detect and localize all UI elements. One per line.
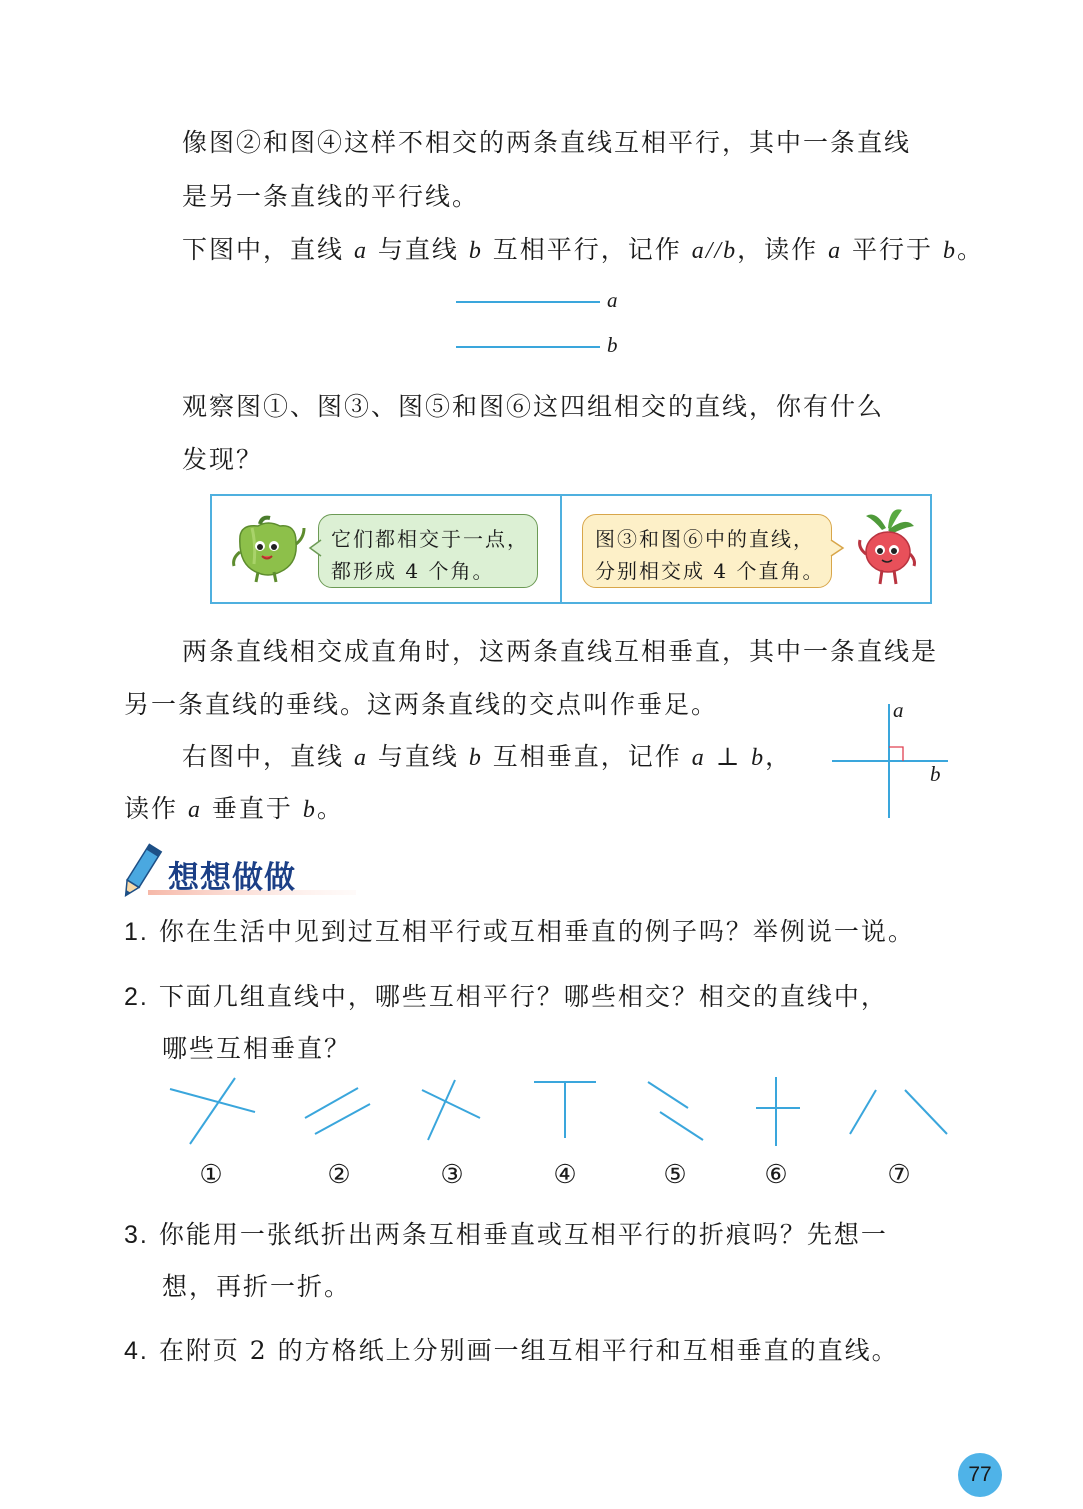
parallel-notation: a//b — [691, 238, 738, 264]
dialog-divider — [560, 496, 562, 602]
perp-line-1: 两条直线相交成直角时，这两条直线互相垂直，其中一条直线是 — [182, 637, 939, 666]
right-bubble-line-1: 图③和图⑥中的直线， — [595, 527, 815, 551]
dialog-box — [210, 494, 932, 604]
section-title: 想想做做 — [168, 860, 296, 896]
exercise-2-text-1: 下面几组直线中，哪些互相平行？哪些相交？相交的直线中， — [158, 982, 888, 1011]
right-bubble-tail — [830, 538, 846, 558]
perp-line-3: 右图中，直线 a 与直线 b 互相垂直，记作 a ⊥ b， — [182, 742, 793, 771]
figure-2-lines — [305, 1088, 370, 1134]
exercise-3-text-2: 想，再折一折。 — [162, 1272, 352, 1301]
parallel-lines-diagram — [450, 285, 630, 360]
exercise-1 — [124, 915, 915, 949]
exercise-4 — [124, 1334, 899, 1368]
left-bubble-tail — [308, 538, 322, 558]
figure-label-4: ④ — [553, 1160, 577, 1190]
left-bubble-line-1: 它们都相交于一点， — [331, 527, 529, 551]
exercise-1-text: 你在生活中见到过互相平行或互相垂直的例子吗？举例说一说。 — [158, 917, 915, 946]
figure-label-5: ⑤ — [663, 1160, 687, 1190]
intro-line-2: 是另一条直线的平行线。 — [182, 182, 480, 211]
observe-line-2: 发现？ — [182, 445, 264, 474]
figure-6-lines — [756, 1077, 800, 1146]
radish-character-icon — [852, 506, 922, 594]
line-pairs-figure — [160, 1072, 960, 1152]
exercise-2-number: 2. — [124, 983, 149, 1011]
figure-3-lines — [422, 1080, 480, 1140]
figure-5-lines — [648, 1082, 703, 1140]
figure-label-7: ⑦ — [887, 1160, 911, 1190]
intro-line-1: 像图②和图④这样不相交的两条直线互相平行，其中一条直线 — [182, 128, 912, 157]
parallel-definition: 下图中，直线 a 与直线 b 互相平行，记作 a//b，读作 a 平行于 b。 — [182, 235, 984, 264]
parallel-label-b: b — [607, 333, 618, 357]
figure-4-lines — [534, 1082, 596, 1138]
figure-label-3: ③ — [440, 1160, 464, 1190]
right-angle-mark — [889, 747, 903, 761]
figure-1-lines — [170, 1078, 255, 1144]
right-speech-bubble — [582, 514, 832, 588]
exercise-3 — [124, 1218, 888, 1252]
exercise-4-number: 4. — [124, 1337, 149, 1365]
figure-7-lines — [850, 1090, 947, 1134]
parallel-label-a: a — [607, 288, 618, 312]
green-pepper-character-icon — [230, 514, 310, 584]
observe-line-1: 观察图①、图③、图⑤和图⑥这四组相交的直线，你有什么 — [182, 392, 885, 421]
exercise-2-text-2: 哪些互相垂直？ — [162, 1034, 352, 1063]
perp-line-2: 另一条直线的垂线。这两条直线的交点叫作垂足。 — [124, 690, 719, 719]
exercise-1-number: 1. — [124, 918, 149, 946]
perp-diagram-label-b: b — [930, 762, 941, 786]
perp-line-4: 读作 a 垂直于 b。 — [124, 794, 344, 823]
figure-label-1: ① — [199, 1160, 223, 1190]
page-number: 77 — [958, 1453, 1002, 1497]
figure-label-6: ⑥ — [764, 1160, 788, 1190]
right-bubble-line-2: 分别相交成 4 个直角。 — [595, 559, 825, 583]
exercise-2 — [124, 980, 888, 1014]
left-speech-bubble — [318, 514, 538, 588]
exercise-3-number: 3. — [124, 1221, 149, 1249]
exercise-4-text: 在附页 2 的方格纸上分别画一组互相平行和互相垂直的直线。 — [158, 1336, 899, 1365]
perpendicular-lines-diagram — [826, 700, 956, 822]
left-bubble-line-2: 都形成 4 个角。 — [331, 559, 495, 583]
pencil-icon — [118, 840, 164, 902]
perp-diagram-label-a: a — [893, 698, 904, 722]
perp-symbol: ⊥ — [705, 742, 752, 771]
figure-label-2: ② — [327, 1160, 351, 1190]
exercise-3-text-1: 你能用一张纸折出两条互相垂直或互相平行的折痕吗？先想一 — [158, 1220, 888, 1249]
